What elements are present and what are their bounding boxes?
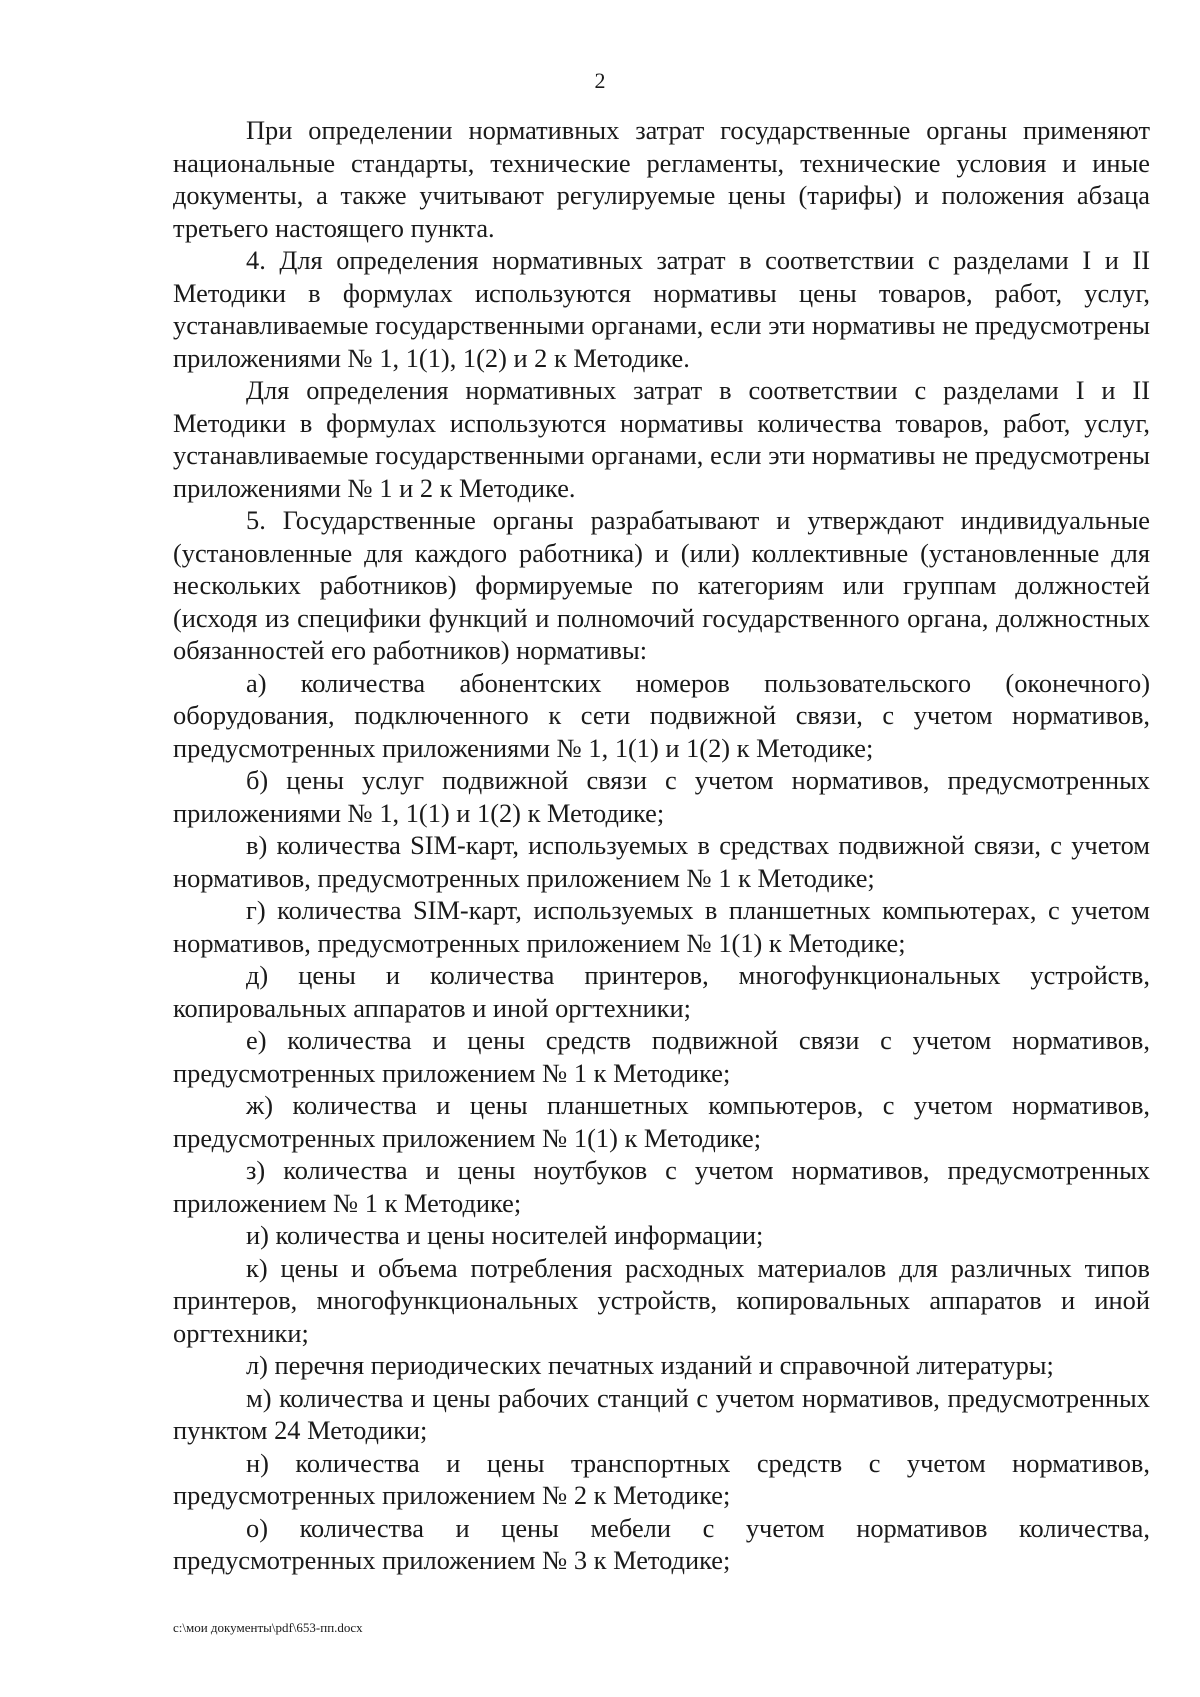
list-item-g: г) количества SIM-карт, используемых в планшетных компьютерах, с учетом нормативов, предусмотренных приложением № 1(1) к Методике; bbox=[173, 895, 1150, 958]
page-number: 2 bbox=[594, 68, 606, 93]
list-item-m: м) количества и цены рабочих станций с учетом нормативов, предусмотренных пунктом 24 Методики; bbox=[173, 1382, 1150, 1445]
file-path-footer: c:\мои документы\pdf\653-пп.docx bbox=[173, 1620, 363, 1635]
paragraph-5-intro: 5. Государственные органы разрабатывают и утверждают индивидуальные (установленные для каждого работника) и (или) коллективные (установленные для нескольких работников) формируемые по категориям или группам должностей (исходя из специфики функций и полномочий государственного органа, должностных обязанностей его работников) нормативы: bbox=[173, 505, 1150, 665]
list-item-e: е) количества и цены средств подвижной связи с учетом нормативов, предусмотренных приложением № 1 к Методике; bbox=[173, 1025, 1150, 1088]
list-item-d: д) цены и количества принтеров, многофункциональных устройств, копировальных аппаратов и иной оргтехники; bbox=[173, 960, 1150, 1023]
document-body bbox=[173, 114, 1150, 1577]
list-item-l: л) перечня периодических печатных изданий и справочной литературы; bbox=[246, 1350, 1054, 1380]
list-item-zh: ж) количества и цены планшетных компьютеров, с учетом нормативов, предусмотренных приложением № 1(1) к Методике; bbox=[173, 1090, 1150, 1153]
list-item-o: о) количества и цены мебели с учетом нормативов количества, предусмотренных приложением № 3 к Методике; bbox=[173, 1512, 1150, 1575]
paragraph-standards: При определении нормативных затрат государственные органы применяют национальные стандарты, технические регламенты, технические условия и иные документы, а также учитывают регулируемые цены (тарифы) и положения абзаца третьего настоящего пункта. bbox=[173, 115, 1150, 243]
paragraph-4-quantity-norms: Для определения нормативных затрат в соответствии с разделами I и II Методики в формулах используются нормативы количества товаров, работ, услуг, устанавливаемые государственными органами, если эти нормативы не предусмотрены приложениями № 1 и 2 к Методике. bbox=[173, 375, 1150, 503]
list-item-a: а) количества абонентских номеров пользовательского (оконечного) оборудования, подключенного к сети подвижной связи, с учетом нормативов, предусмотренных приложениями № 1, 1(1) и 1(2) к Методике; bbox=[173, 667, 1150, 763]
list-item-b: б) цены услуг подвижной связи с учетом нормативов, предусмотренных приложениями № 1, 1(1) и 1(2) к Методике; bbox=[173, 765, 1150, 828]
list-item-z: з) количества и цены ноутбуков с учетом нормативов, предусмотренных приложением № 1 к Методике; bbox=[173, 1155, 1150, 1218]
list-item-v: в) количества SIM-карт, используемых в средствах подвижной связи, с учетом нормативов, предусмотренных приложением № 1 к Методике; bbox=[173, 830, 1150, 893]
list-item-n: н) количества и цены транспортных средств с учетом нормативов, предусмотренных приложением № 2 к Методике; bbox=[173, 1447, 1150, 1510]
list-item-k: к) цены и объема потребления расходных материалов для различных типов принтеров, многофункциональных устройств, копировальных аппаратов и иной оргтехники; bbox=[173, 1252, 1150, 1348]
paragraph-4-price-norms: 4. Для определения нормативных затрат в соответствии с разделами I и II Методики в формулах используются нормативы цены товаров, работ, услуг, устанавливаемые государственными органами, если эти нормативы не предусмотрены приложениями № 1, 1(1), 1(2) и 2 к Методике. bbox=[173, 245, 1150, 373]
list-item-i: и) количества и цены носителей информации; bbox=[246, 1220, 764, 1250]
